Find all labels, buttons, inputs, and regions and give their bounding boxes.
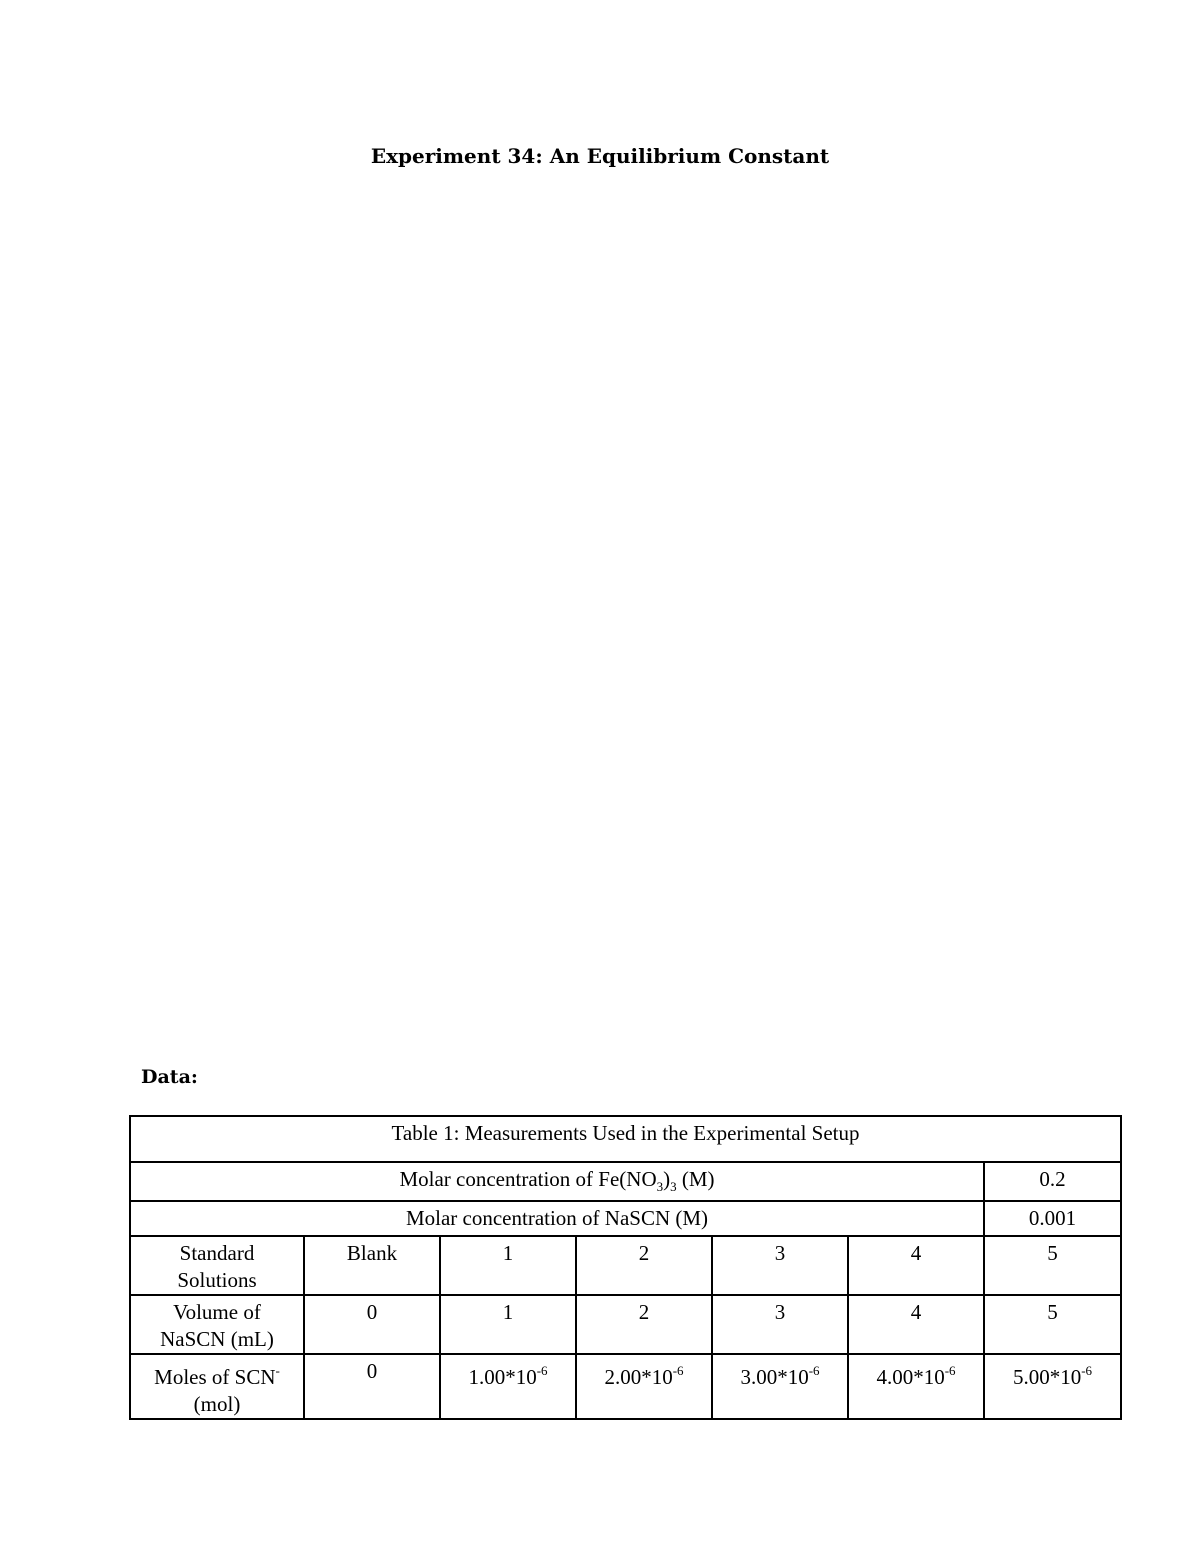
standard-solutions-header	[130, 1236, 304, 1295]
volume-header-line2: NaSCN (mL)	[160, 1327, 274, 1352]
measurements-table	[129, 1115, 1122, 1420]
moles-header	[130, 1354, 304, 1419]
moles-header-line1: Moles of SCN	[154, 1365, 276, 1390]
table-cell	[440, 1354, 576, 1419]
table-row-standard-solutions	[130, 1236, 1121, 1295]
table-cell: 2	[576, 1295, 712, 1354]
volume-header-line1: Volume of	[173, 1300, 261, 1325]
moles-value-exponent: -6	[808, 1363, 820, 1379]
moles-value-base: 3.00*10	[740, 1365, 809, 1390]
table-cell: 4	[848, 1295, 984, 1354]
moles-value-base: 2.00*10	[604, 1365, 673, 1390]
document-title: Experiment 34: An Equilibrium Constant	[370, 144, 830, 168]
table-cell	[848, 1354, 984, 1419]
data-section-heading: Data:	[141, 1066, 198, 1088]
fe-label-subscript-2: 3	[670, 1179, 677, 1195]
table-cell: 4	[848, 1236, 984, 1295]
moles-value-exponent: -6	[1081, 1363, 1093, 1379]
table-cell: Blank	[304, 1236, 440, 1295]
volume-header	[130, 1295, 304, 1354]
table-cell: 0	[304, 1354, 440, 1419]
moles-value-base: 5.00*10	[1012, 1365, 1082, 1390]
standard-solutions-header-line1: Standard	[179, 1241, 255, 1266]
table-row-fe-concentration	[130, 1162, 1121, 1201]
table-cell: 3	[712, 1236, 848, 1295]
fe-label-subscript-1: 3	[656, 1179, 664, 1195]
table-cell	[712, 1354, 848, 1419]
moles-value-exponent: -6	[672, 1363, 684, 1379]
table-caption: Table 1: Measurements Used in the Experimental Setup	[130, 1116, 1121, 1162]
fe-concentration-label	[130, 1162, 984, 1201]
standard-solutions-header-line2: Solutions	[177, 1268, 257, 1293]
moles-value-base: 4.00*10	[876, 1365, 945, 1390]
nascn-concentration-value: 0.001	[984, 1201, 1121, 1236]
moles-value-exponent: -6	[536, 1363, 548, 1379]
moles-value-exponent: -6	[944, 1363, 956, 1379]
table-row-moles	[130, 1354, 1121, 1419]
table-cell: 3	[712, 1295, 848, 1354]
nascn-concentration-label: Molar concentration of NaSCN (M)	[130, 1201, 984, 1236]
table-cell: 1	[440, 1295, 576, 1354]
table-row-nascn-concentration	[130, 1201, 1121, 1236]
table-caption-row	[130, 1116, 1121, 1162]
table-cell: 1	[440, 1236, 576, 1295]
moles-header-superscript: -	[275, 1363, 280, 1379]
table-cell	[984, 1354, 1121, 1419]
fe-label-prefix: Molar concentration of Fe(NO	[399, 1167, 657, 1191]
fe-label-mid: )	[663, 1167, 671, 1191]
table-cell: 2	[576, 1236, 712, 1295]
moles-value-base: 1.00*10	[468, 1365, 537, 1390]
table-cell: 0	[304, 1295, 440, 1354]
moles-header-line2: (mol)	[193, 1392, 241, 1417]
fe-label-suffix: (M)	[676, 1167, 715, 1191]
fe-concentration-value: 0.2	[984, 1162, 1121, 1201]
table-row-volume	[130, 1295, 1121, 1354]
table-cell: 5	[984, 1295, 1121, 1354]
table-cell: 5	[984, 1236, 1121, 1295]
table-cell	[576, 1354, 712, 1419]
